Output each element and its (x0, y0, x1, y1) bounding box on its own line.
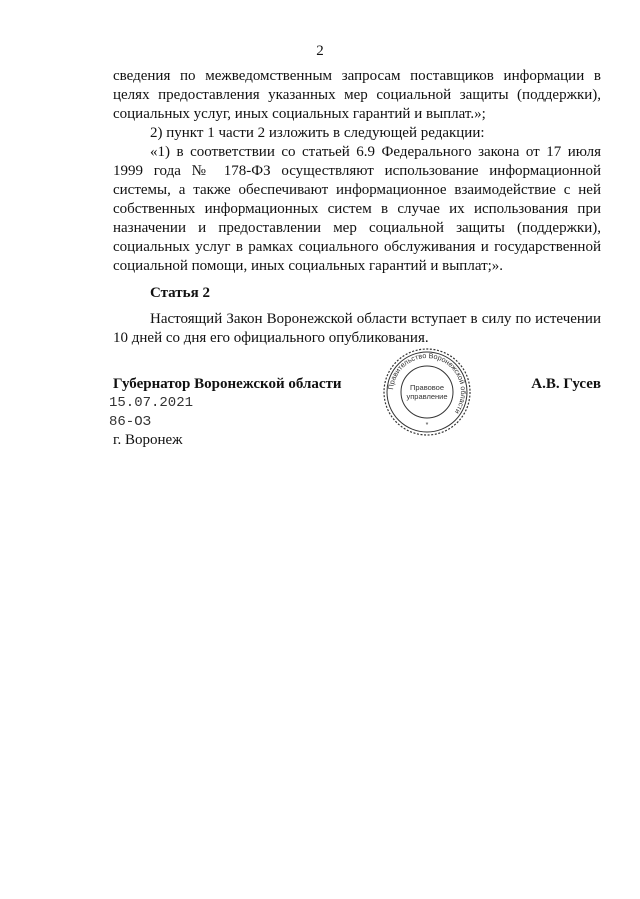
stamp-center-line1: Правовое (409, 383, 445, 392)
official-stamp (382, 347, 472, 437)
article-text: Настоящий Закон Воронежской области вступает в силу по истечении 10 дней со дня его официального опубликования. (113, 311, 601, 346)
signatory-name: А.В. Гусев (531, 376, 601, 392)
city: г. Воронеж (113, 432, 183, 448)
stamp-center-line2: управление (406, 392, 448, 401)
law-number: 86-ОЗ (109, 414, 152, 430)
page-number: 2 (316, 43, 324, 59)
signatory-title: Губернатор Воронежской области (113, 376, 342, 392)
law-date: 15.07.2021 (109, 395, 194, 411)
stamp-star-icon: * (425, 422, 429, 429)
paragraph-item-1-text: «1) в соответствии со статьей 6.9 Федерального закона от 17 июля 1999 года № 178-ФЗ осуществляют использование информационной системы, а также обеспечивают информационное взаимодействие с ней собственных информационных систем в случае их использования при назначении и предоставлении мер социальной защиты (поддержки), социальных услуг в рамках социального обслуживания и государственной социальной помощи, иных социальных гарантий и выплат;». (113, 144, 601, 274)
stamp-ring-text: Правительство Воронежской области (386, 350, 469, 416)
paragraph-continuation: сведения по межведомственным запросам поставщиков информации в целях предоставления указанных мер социальной защиты (поддержки), социальных услуг, иных социальных гарантий и выплат.»; (113, 68, 601, 122)
paragraph-item-2: 2) пункт 1 части 2 изложить в следующей редакции: (150, 125, 485, 141)
document-body (113, 67, 601, 348)
article-heading: Статья 2 (150, 285, 210, 301)
